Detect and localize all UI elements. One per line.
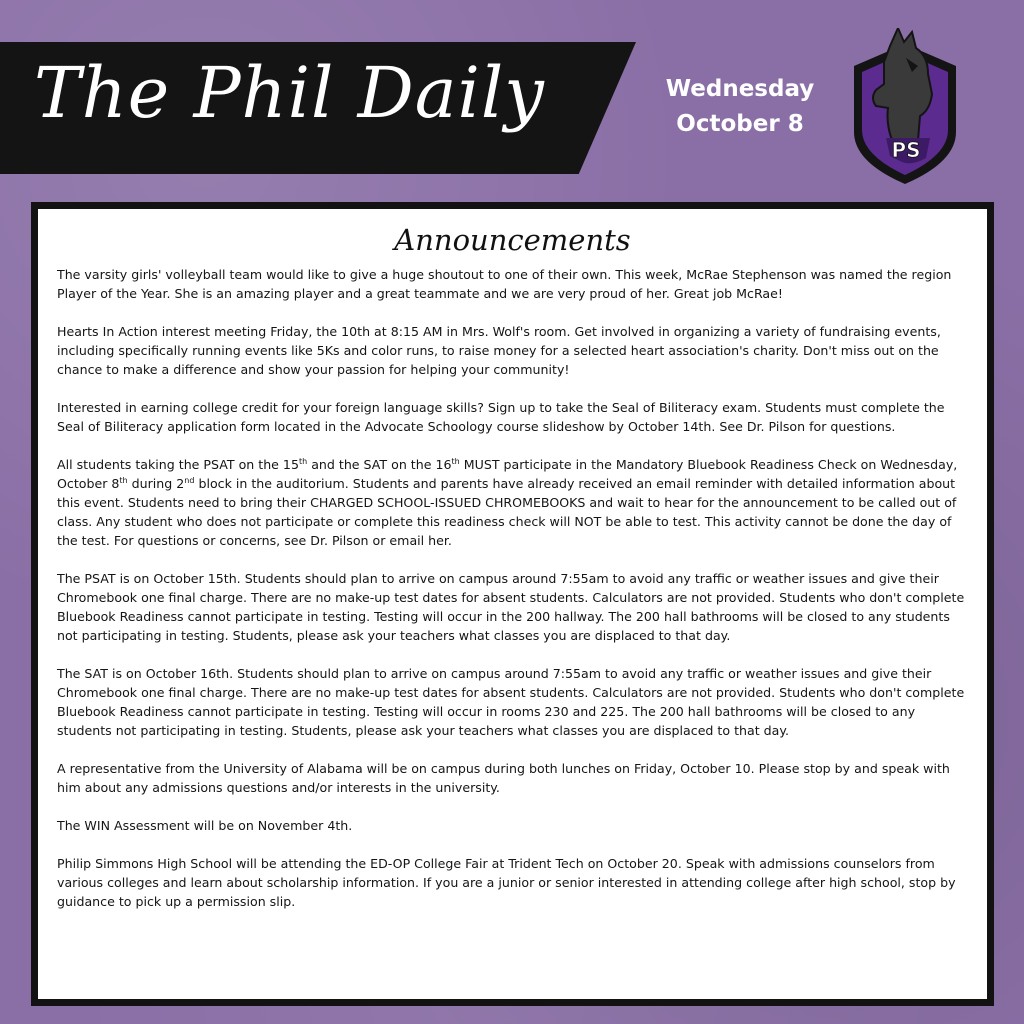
announcement-text-segment: block in the auditorium. Students and parents have already received an email reminder with detailed information about this event. Students need to bring their CHARGED SCHOOL-ISSUED CHROMEBOOKS and wait to hear for the announcement to be called out of class. Any student who does not participate or complete this readiness check will NOT be able to test. This activity cannot be done the day of the test. For questions or concerns, see Dr. Pilson or email her. bbox=[57, 476, 957, 548]
ordinal-suffix: nd bbox=[184, 475, 195, 485]
announcement-item bbox=[57, 455, 973, 550]
issue-date bbox=[640, 72, 840, 141]
announcements-heading: Announcements bbox=[394, 223, 631, 257]
masthead-title: The Phil Daily bbox=[34, 52, 545, 134]
announcement-item: The PSAT is on October 15th. Students should plan to arrive on campus around 7:55am to avoid any traffic or weather issues and give their Chromebook one final charge. There are no make-up test dates for absent students. Calculators are not provided. Students who don't complete Bluebook Readiness cannot participate in testing. Testing will occur in the 200 hallway. The 200 hall bathrooms will be closed to any students not participating in testing. Students, please ask your teachers what classes you are displaced to that day. bbox=[57, 571, 965, 643]
announcement-text-segment: during 2 bbox=[127, 476, 185, 491]
announcements-panel bbox=[31, 202, 994, 1006]
announcement-item: Hearts In Action interest meeting Friday, the 10th at 8:15 AM in Mrs. Wolf's room. Get involved in organizing a variety of fundraising events, including specifically running events like 5Ks and color runs, to raise money for a selected heart association's charity. Don't miss out on the chance to make a difference and show your passion for helping your community! bbox=[57, 324, 941, 377]
announcement-item: A representative from the University of Alabama will be on campus during both lunches on Friday, October 10. Please stop by and speak with him about any admissions questions and/or interests in the university. bbox=[57, 761, 950, 795]
announcement-text-segment: and the SAT on the 16 bbox=[307, 457, 452, 472]
issue-day: October 8 bbox=[676, 110, 804, 137]
announcement-text-segment: All students taking the PSAT on the 15 bbox=[57, 457, 299, 472]
announcement-item: The SAT is on October 16th. Students should plan to arrive on campus around 7:55am to avoid any traffic or weather issues and give their Chromebook one final charge. There are no make-up test dates for absent students. Calculators are not provided. Students who don't complete Bluebook Readiness cannot participate in testing. Testing will occur in rooms 230 and 225. The 200 hall bathrooms will be closed to any students not participating in testing. Students, please ask your teachers what classes you are displaced to that day. bbox=[57, 666, 965, 738]
announcement-item: Philip Simmons High School will be attending the ED-OP College Fair at Trident Tech on October 20. Speak with admissions counselors from various colleges and learn about scholarship information. If you are a junior or senior interested in attending college after high school, stop by guidance to pick up a permission slip. bbox=[57, 856, 956, 909]
announcement-text-segment: MUST participate in the Mandatory Bluebook Readiness Check on Wednesday, October 8 bbox=[57, 457, 958, 491]
mustang-logo bbox=[846, 28, 964, 186]
announcements-list bbox=[57, 265, 973, 930]
ordinal-suffix: th bbox=[298, 456, 308, 466]
ordinal-suffix: th bbox=[451, 456, 460, 466]
announcement-item: Interested in earning college credit for your foreign language skills? Sign up to take the Seal of Biliteracy exam. Students must complete the Seal of Biliteracy application form located in the Advocate Schoology course slideshow by October 14th. See Dr. Pilson for questions. bbox=[57, 400, 945, 434]
announcement-item: The WIN Assessment will be on November 4th. bbox=[57, 818, 353, 833]
announcement-item: The varsity girls' volleyball team would like to give a huge shoutout to one of their own. This week, McRae Stephenson was named the region Player of the Year. She is an amazing player and a great teammate and we are very proud of her. Great job McRae! bbox=[57, 267, 952, 301]
logo-text: PS bbox=[891, 138, 921, 162]
ordinal-suffix: th bbox=[119, 475, 128, 485]
issue-weekday: Wednesday bbox=[665, 76, 815, 102]
